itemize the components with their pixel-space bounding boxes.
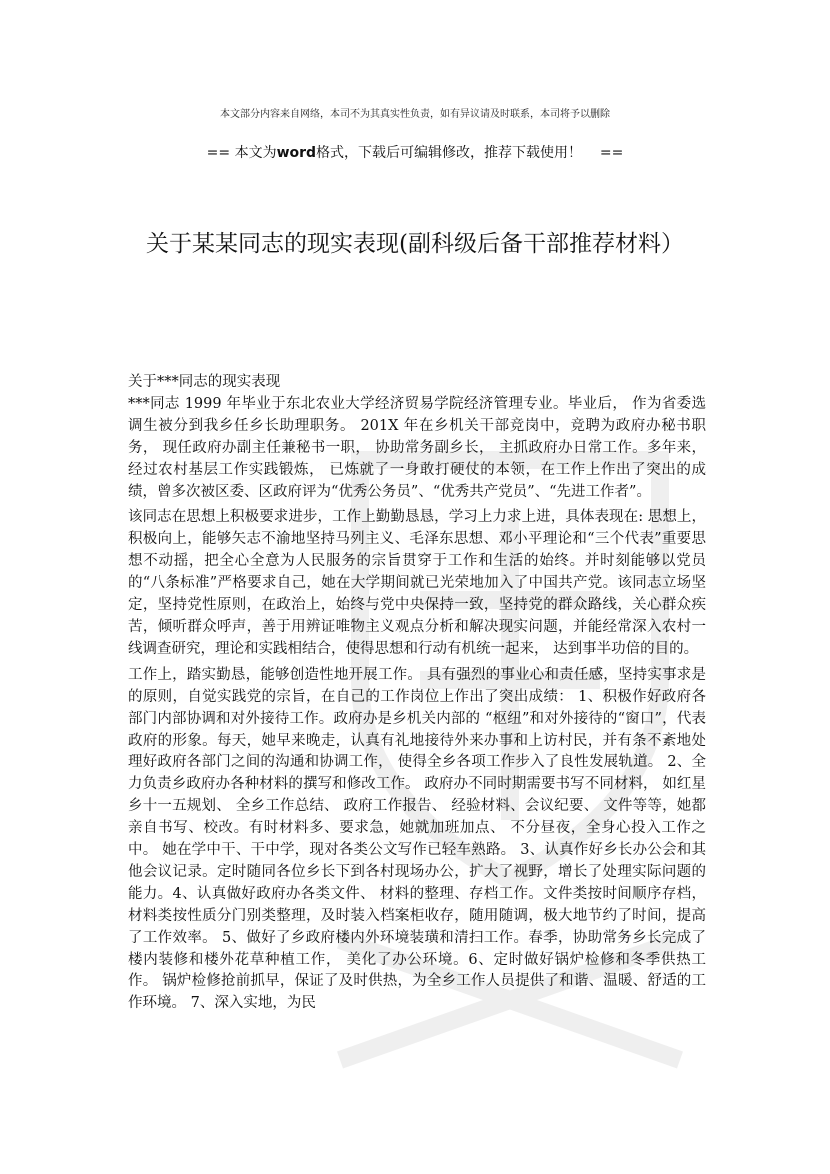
disclaimer-notice: 本文部分内容来自网络，本司不为其真实性负责，如有异议请及时联系，本司将予以删除 bbox=[220, 109, 610, 120]
banner-end: == bbox=[599, 145, 624, 161]
document-body bbox=[128, 372, 706, 1015]
banner-suffix: 格式，下载后可编辑修改，推荐下载使用！ bbox=[316, 145, 583, 161]
paragraph-3: 工作上，踏实勤恳，能够创造性地开展工作。 具有强烈的事业心和责任感，坚持实事求是的原则，自觉实践党的宗旨，在自己的工作岗位上作出了突出成绩： 1、积极作好政府各部门内部协调和对外接待工作。政府办是乡机关内部的 “枢纽”和对外接待的“窗口”，代表政府的形象。每天，她早来晚走，认真有礼地接待外来办事和上访村民，并有条不紊地处理好政府各部门之间的沟通和协调工作， 使得全乡各项工作步入了良性发展轨道。 2、全力负责乡政府办各种材料的撰写和修改工作。 政府办不同时期需要书写不同材料， 如红星乡十一五规划、 全乡工作总结、 政府工作报告、 经验材料、会议纪要、 文件等等，她都亲自书写、校改。有时材料多、要求急，她就加班加点、 不分昼夜，全身心投入工作之中。 她在学中干、干中学，现对各类公文写作已轻车熟路。 3、认真作好乡长办公会和其他会议记录。定时随同各位乡长下到各村现场办公，扩大了视野，增长了处理实际问题的能力。4、认真做好政府办各类文件、 材料的整理、存档工作。文件类按时间顺序存档，材料类按性质分门别类整理，及时装入档案柜收存，随用随调，极大地节约了时间，提高了工作效率。 5、做好了乡政府楼内外环境装璜和清扫工作。春季，协助常务乡长完成了楼内装修和楼外花草种植工作， 美化了办公环境。6、定时做好锅炉检修和冬季供热工作。 锅炉检修抢前抓早，保证了及时供热，为全乡工作人员提供了和谐、温暖、舒适的工作环境。 7、深入实地，为民 bbox=[128, 666, 706, 1012]
paragraph-2: 该同志在思想上积极要求进步，工作上勤勤恳恳，学习上力求上进，具体表现在: 思想上，积极向上，能够矢志不渝地坚持马列主义、毛泽东思想、邓小平理论和“三个代表”重要思想不动摇，把全心全意为人民服务的宗旨贯穿于工作和生活的始终。并时刻能够以党员的“八条标准”严格要求自己，她在大学期间就已光荣地加入了中国共产党。该同志立场坚定，坚持党性原则，在政治上，始终与党中央保持一致，坚持党的群众路线，关心群众疾苦，倾听群众呼声，善于用辨证唯物主义观点分析和解决现实问题，并能经常深入农村一线调查研究，理论和实践相结合，使得思想和行动有机统一起来， 达到事半功倍的目的。 bbox=[128, 509, 706, 657]
document-title: 关于某某同志的现实表现(副科级后备干部推荐材料） bbox=[146, 231, 684, 257]
section-subtitle: 关于***同志的现实表现 bbox=[128, 374, 281, 390]
download-banner bbox=[0, 143, 830, 163]
paragraph-1: ***同志 1999 年毕业于东北农业大学经济贸易学院经济管理专业。毕业后， 作为省委选调生被分到我乡任乡长助理职务。 201X 年在乡机关干部竞岗中，竞聘为政府办秘书职务， 现任政府办副主任兼秘书一职， 协助常务副乡长， 主抓政府办日常工作。多年来， 经过农村基层工作实践锻炼， 已炼就了一身敢打硬仗的本领，在工作上作出了突出的成绩，曾多次被区委、区政府评为“优秀公务员”、“优秀共产党员”、“先进工作者”。 bbox=[128, 395, 706, 500]
banner-word: word bbox=[276, 145, 317, 161]
banner-prefix: == 本文为 bbox=[206, 145, 277, 161]
